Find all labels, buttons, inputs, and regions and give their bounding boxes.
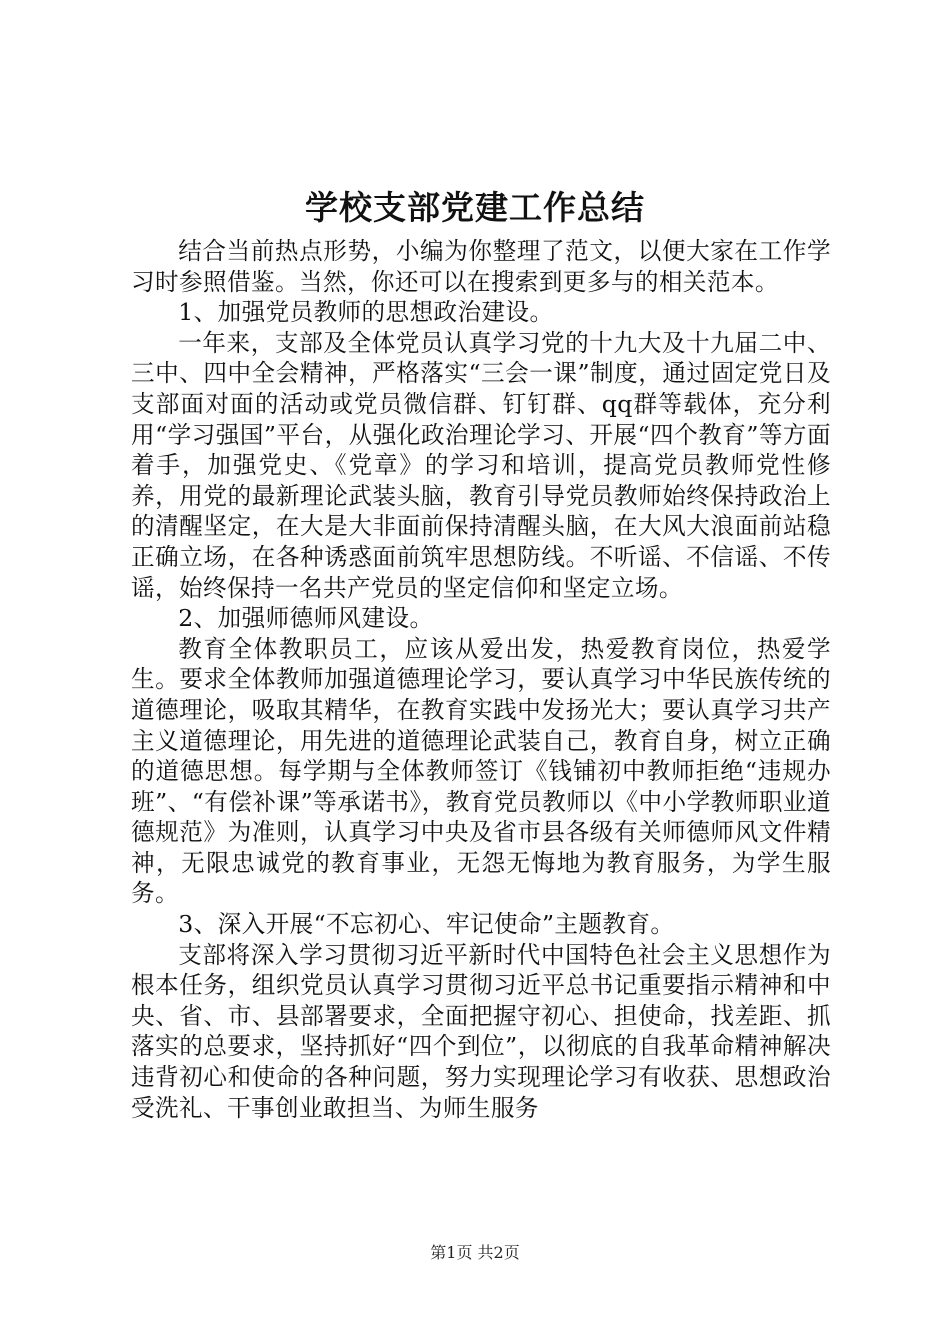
section-heading-1: 1、加强党员教师的思想政治建设。: [178, 298, 554, 327]
document-body: [131, 236, 831, 1123]
section-heading-3: 3、深入开展“不忘初心、牢记使命”主题教育。: [178, 910, 675, 939]
page-number-footer: 第1页 共2页: [430, 1243, 520, 1262]
section-paragraph-3: 支部将深入学习贯彻习近平新时代中国特色社会主义思想作为根本任务，组织党员认真学习贯彻习近平总书记重要指示精神和中央、省、市、县部署要求，全面把握守初心、担使命，找差距、抓落实的总要求，坚持抓好“四个到位”，以彻底的自我革命精神解决违背初心和使命的各种问题，努力实现理论学习有收获、思想政治受洗礼、干事创业敢担当、为师生服务: [131, 940, 831, 1122]
section-paragraph-2: 教育全体教职员工，应该从爱出发，热爱教育岗位，热爱学生。要求全体教师加强道德理论学习，要认真学习中华民族传统的道德理论，吸取其精华，在教育实践中发扬光大；要认真学习共产主义道德理论，用先进的道德理论武装自己，教育自身，树立正确的道德思想。每学期与全体教师签订《钱铺初中教师拒绝“违规办班”、“有偿补课”等承诺书》，教育党员教师以《中小学教师职业道德规范》为准则，认真学习中央及省市县各级有关师德师风文件精神，无限忠诚党的教育事业，无怨无悔地为教育服务，为学生服务。: [131, 634, 831, 908]
section-heading-2: 2、加强师德师风建设。: [178, 604, 434, 633]
document-title: 学校支部党建工作总结: [305, 188, 645, 227]
section-paragraph-1: 一年来，支部及全体党员认真学习党的十九大及十九届二中、三中、四中全会精神，严格落实“三会一课”制度，通过固定党日及支部面对面的活动或党员微信群、钉钉群、qq群等载体，充分利用“学习强国”平台，从强化政治理论学习、开展“四个教育”等方面着手，加强党史、《党章》的学习和培训，提高党员教师党性修养，用党的最新理论武装头脑，教育引导党员教师始终保持政治上的清醒坚定，在大是大非面前保持清醒头脑，在大风大浪面前站稳正确立场，在各种诱惑面前筑牢思想防线。不听谣、不信谣、不传谣，始终保持一名共产党员的坚定信仰和坚定立场。: [131, 328, 831, 602]
intro-paragraph: 结合当前热点形势，小编为你整理了范文，以便大家在工作学习时参照借鉴。当然，你还可以在搜索到更多与的相关范本。: [131, 237, 831, 296]
